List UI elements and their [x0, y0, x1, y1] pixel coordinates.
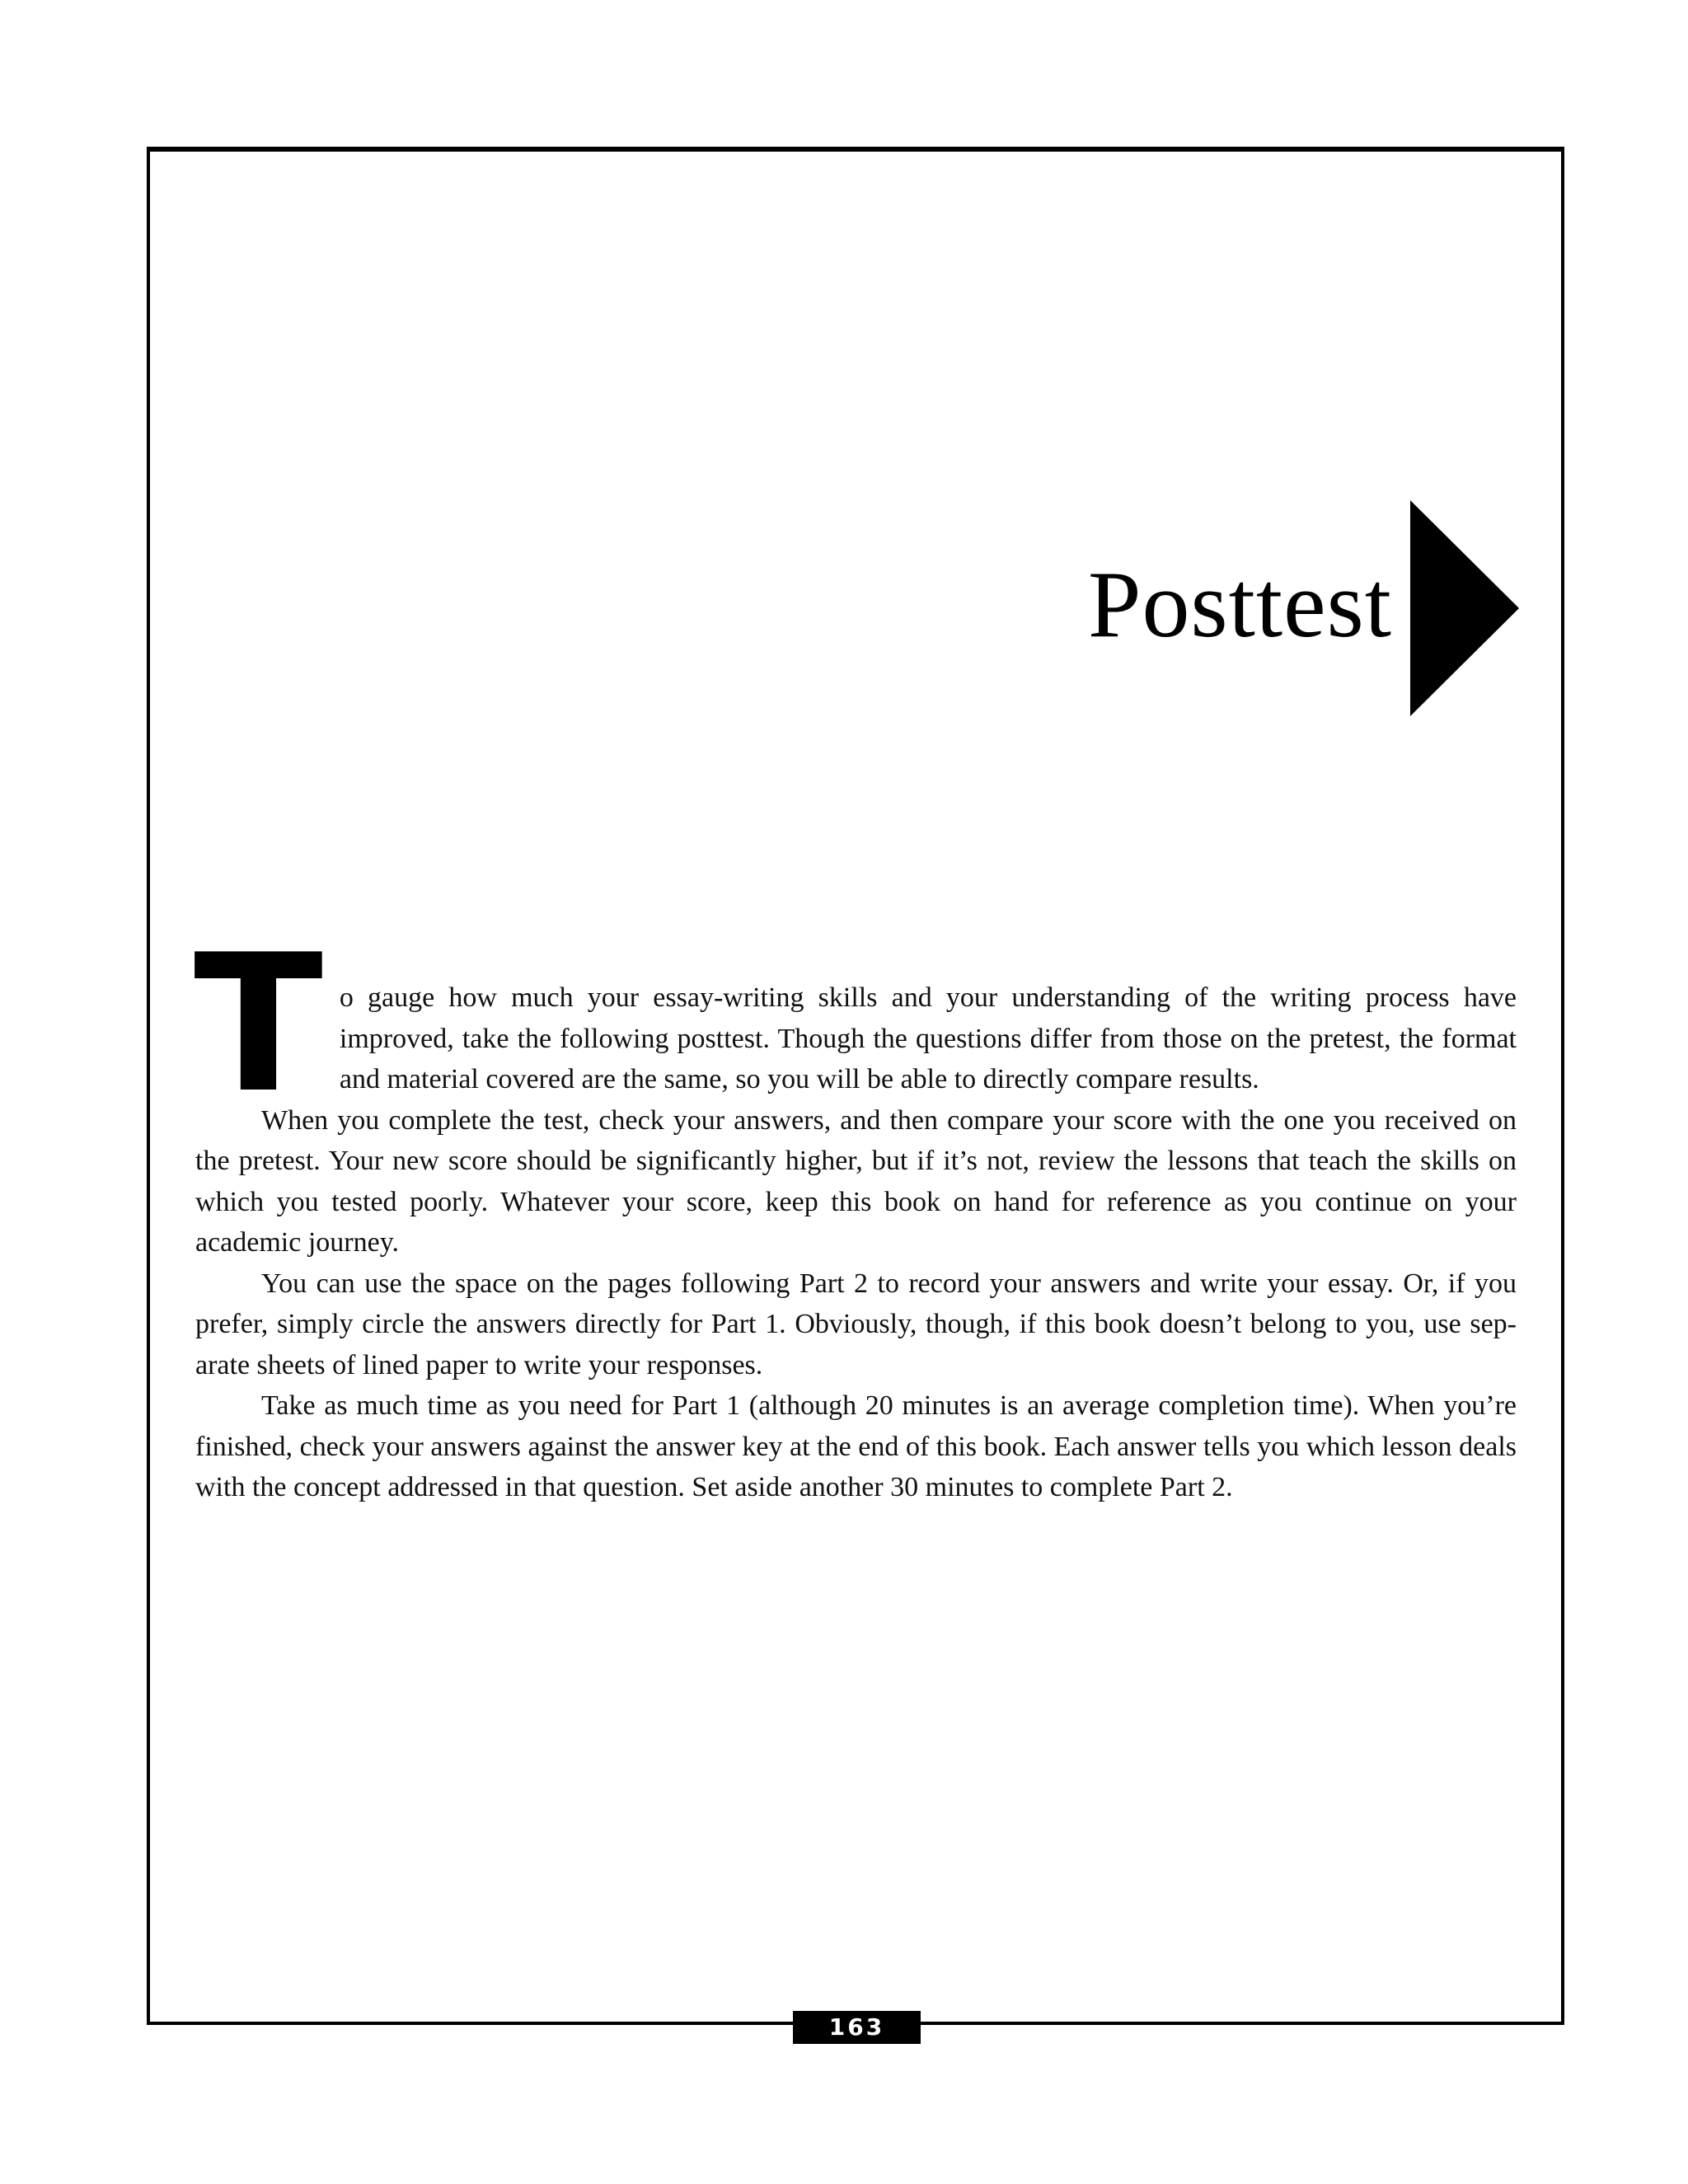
intro-paragraph-2: When you complete the test, check your answers, and then compare your score with the one you received on the pretest. Your new score should be significantly higher, but if it’s not, review the lessons that teach the skills on which you tested poorly. Whatever your score, keep this book on hand for reference as you continue on your academic journey. [195, 1104, 1517, 1258]
drop-cap: T [194, 915, 323, 1135]
title-block [1088, 499, 1519, 717]
intro-paragraph-3: You can use the space on the pages following Part 2 to record your answers and write your essay. Or, if you prefer, simply circle the answers directly for Part 1. Obviously, though, if this book doesn’t belong to you, use separate sheets of lined paper to write your responses. [195, 1268, 1517, 1380]
intro-paragraph-4: Take as much time as you need for Part 1 (although 20 minutes is an average completion time). When you’re finished, check your answers against the answer key at the end of this book. Each answer tells you which lesson deals with the concept addressed in that question. Set aside another 30 minutes to complete Part 2. [195, 1390, 1517, 1502]
page-number: 163 [793, 2011, 921, 2044]
intro-paragraph-1 [194, 915, 1517, 1135]
page-title: Posttest [1088, 551, 1392, 658]
paragraph-1-text: o gauge how much your essay-writing skills and your understanding of the writing process have improved, take the following posttest. Though the questions differ from those on the pretest, the format and material covered are the same, so you will be able to directly compare results. [339, 982, 1517, 1094]
intro-text [194, 915, 1517, 1508]
right-triangle-arrow-icon [1410, 500, 1519, 716]
